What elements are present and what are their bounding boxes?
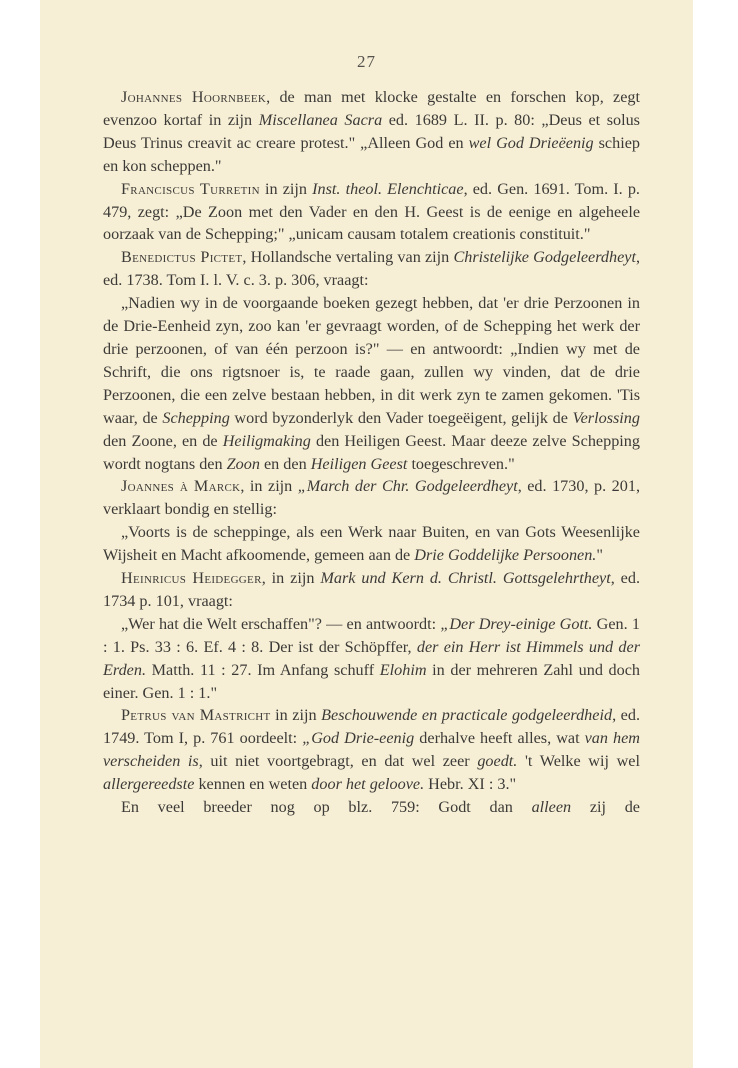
author-name: Heinricus Heidegger [121, 569, 262, 588]
quote-pictet: „Nadien wy in de voorgaande boeken gezegt hebben, dat 'er drie Perzoonen in de Drie-Eenheid zyn, zoo kan 'er gevraagt worden, of de Schepping het werk der drie perzoonen, of van één perzoon is?" — en antwoordt: „Indien wy met de Schrift, die ons rigtsnoer is, te raade gaan, zullen wy vinden, dat de drie Perzoonen, die een zelve bestaan hebben, in dit werk zyn te zamen gekomen. 'Tis waar, de Schepping word byzonderlyk den Vader toegeëigent, gelijk de Verlossing den Zoone, en de Heiligmaking den Heiligen Geest. Maar deeze zelve Schepping wordt nogtans den Zoon en den Heiligen Geest toegeschreven." [103, 294, 640, 473]
paragraph-heidegger: Heinricus Heidegger, in zijn Mark und Kern d. Christl. Gottsgelehrtheyt, ed. 1734 p. 101, vraagt: [103, 569, 641, 610]
author-name: Franciscus Turretin [121, 179, 260, 198]
paragraph-final: En veel breeder nog op blz. 759: Godt dan alleen zij de [121, 798, 640, 817]
emphasis: Heiligen Geest [310, 454, 408, 473]
author-name: Petrus van Mastricht [121, 706, 271, 725]
emphasis: „God Drie-eenig [302, 729, 415, 748]
paragraph-turretin: Franciscus Turretin in zijn Inst. theol. Elenchticae, ed. Gen. 1691. Tom. I. p. 479, zegt: „De Zoon met den Vader en den H. Geest is de eenige en algeheele oorzaak van de Schepping;" „unicam causam totalem creationis constituit." [103, 179, 640, 244]
book-title: Mark und Kern d. Christl. Gottsgelehrtheyt [320, 569, 611, 588]
emphasis: allergereedste [103, 775, 195, 794]
paragraph-pictet: Benedictus Pictet, Hollandsche vertaling van zijn Christelijke Godgeleerdheyt, ed. 1738. Tom I. l. V. c. 3. p. 306, vraagt: [103, 248, 640, 290]
author-name: Johannes Hoornbeek [121, 88, 267, 106]
emphasis: „Der Drey-einige Gott. [440, 614, 593, 633]
emphasis: wel God Drieëenig [468, 133, 594, 152]
emphasis: Heiligmaking [222, 431, 311, 450]
page-number: 27 [357, 52, 376, 71]
paragraph-hoornbeek: Johannes Hoornbeek, de man met klocke gestalte en forschen kop, zegt evenzoo kortaf in zijn Miscellanea Sacra ed. 1689 L. II. p. 80: „Deus et solus Deus Trinus creavit ac creare protest." „Alleen God en wel God Drieëenig schiep en kon scheppen." [103, 88, 640, 175]
paragraph-marck: Joannes à Marck, in zijn „March der Chr. Godgeleerdheyt, ed. 1730, p. 201, verklaart bondig en stellig: [103, 477, 640, 519]
emphasis: Verlossing [572, 408, 640, 427]
book-page [40, 0, 693, 1068]
emphasis: alleen [531, 798, 572, 817]
author-name: Joannes à Marck [121, 477, 241, 496]
book-title: Christelijke Godgeleerdheyt [453, 248, 636, 267]
emphasis: Zoon [226, 454, 260, 473]
emphasis: goedt. [477, 752, 518, 771]
emphasis: door het geloove. [311, 775, 425, 794]
emphasis: van hem verscheiden is [103, 729, 640, 771]
quote-marck: „Voorts is de scheppinge, als een Werk naar Buiten, en van Gots Weesenlijke Wijsheit en Macht afkoomende, gemeen aan de Drie Goddelijke Persoonen." [103, 523, 640, 565]
emphasis: der ein Herr ist Himmels und der Erden. [103, 637, 641, 679]
emphasis: Drie Goddelijke Persoonen. [414, 546, 597, 565]
quote-heidegger: „Wer hat die Welt erschaffen"? — en antwoordt: „Der Drey-einige Gott. Gen. 1 : 1. Ps. 33 : 6. Ef. 4 : 8. Der ist der Schöpffer, der ein Herr ist Himmels und der Erden. Matth. 11 : 27. Im Anfang schuff Elohim in der mehreren Zahl und doch einer. Gen. 1 : 1." [103, 614, 641, 702]
author-name: Benedictus Pictet [121, 248, 243, 267]
book-title: Miscellanea Sacra [258, 110, 383, 129]
emphasis: Schepping [162, 408, 230, 427]
emphasis: Elohim [379, 660, 427, 679]
book-title: „March der Chr. Godgeleerdheyt [297, 477, 518, 496]
page-body [103, 86, 640, 819]
paragraph-mastricht: Petrus van Mastricht in zijn Beschouwende en practicale godgeleerdheid, ed. 1749. Tom I, p. 761 oordeelt: „God Drie-eenig derhalve heeft alles, wat van hem verscheiden is, uit niet voortgebragt, en dat wel zeer goedt. 't Welke wij wel allergereedste kennen en weten door het geloove. Hebr. XI : 3." [103, 706, 641, 794]
book-title: Beschouwende en practicale godgeleerdheid [321, 706, 613, 725]
book-title: Inst. theol. Elenchticae [312, 179, 464, 198]
